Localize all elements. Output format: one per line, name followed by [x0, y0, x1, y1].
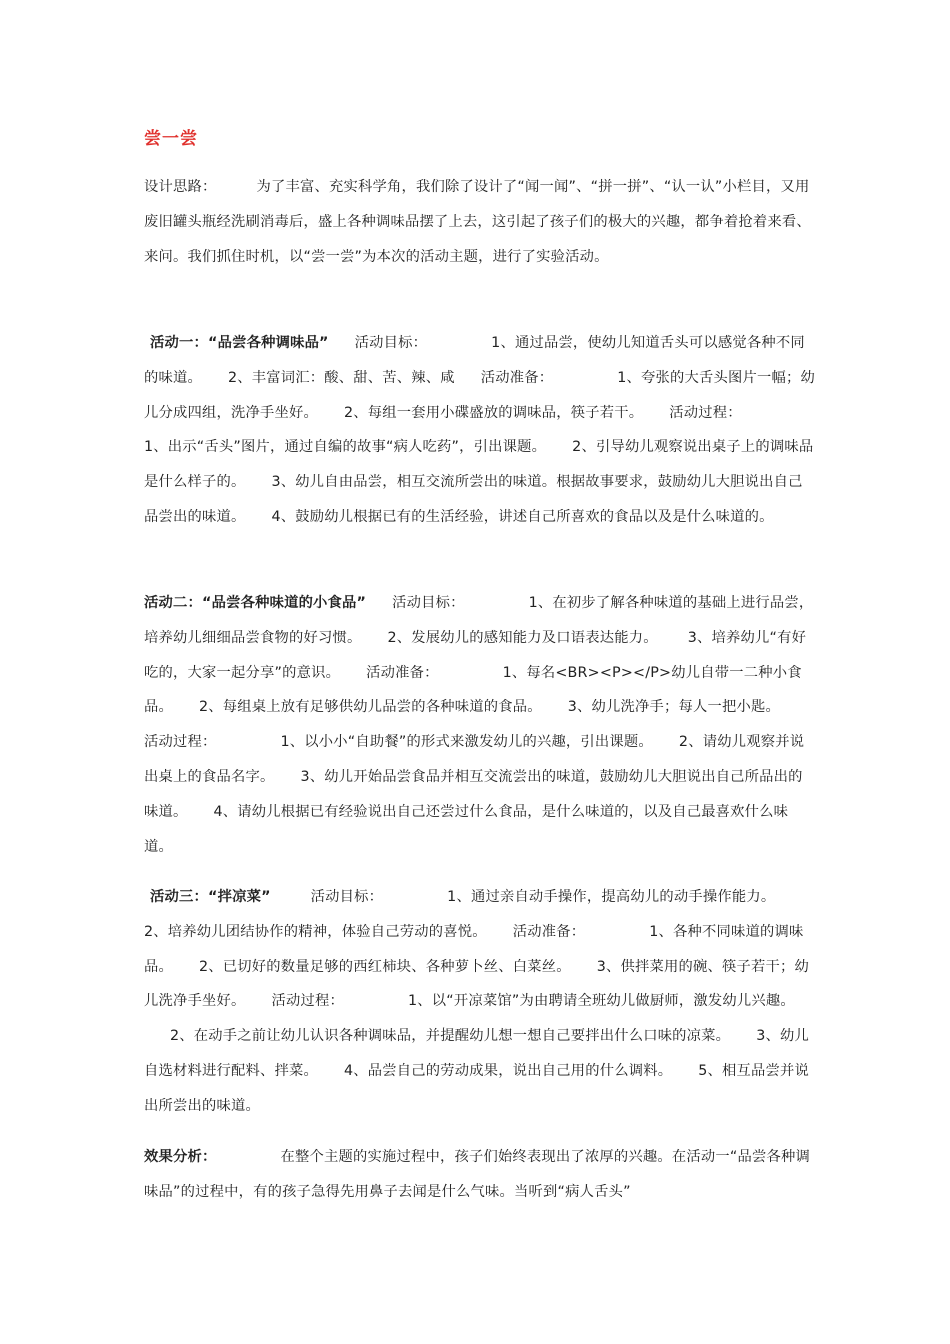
activity3-prep-3: 3、供拌菜用的碗、筷子若干；幼儿洗净手坐好。 — [144, 958, 809, 1010]
activity2-prep-label: 活动准备： — [366, 664, 439, 681]
document-title: 尝一尝 — [144, 129, 198, 149]
activity1-proc-label: 活动过程： — [669, 404, 742, 421]
activity2-prep-2: 2、每组桌上放有足够供幼儿品尝的各种味道的食品。 — [199, 699, 542, 716]
activity2-goal-2: 2、发展幼儿的感知能力及口语表达能力。 — [387, 629, 658, 646]
activity1-proc-4: 4、鼓励幼儿根据已有的生活经验，讲述自己所喜欢的食品以及是什么味道的。 — [271, 508, 774, 525]
activity1-proc-1: 1、出示“舌头”图片，通过自编的故事“病人吃药”，引出课题。 — [144, 439, 547, 456]
activity3-proc-1: 1、以“开凉菜馆”为由聘请全班幼儿做厨师，激发幼儿兴趣。 — [407, 993, 795, 1010]
activity3-prep-label: 活动准备： — [512, 923, 586, 940]
activity2-paragraph — [144, 586, 816, 864]
activity2-proc-2: 2、请幼儿观察并说出桌上的食品名字。 — [144, 734, 805, 785]
activity2-proc-3: 3、幼儿开始品尝食品并相互交流尝出的味道，鼓励幼儿大胆说出自己所品出的味道。 — [144, 768, 803, 820]
design-label: 设计思路： — [144, 179, 217, 195]
activity3-proc-3: 3、幼儿自选材料进行配料、拌菜。 — [144, 1028, 809, 1079]
activity3-heading: 活动三：“拌凉菜” — [150, 889, 271, 905]
activity3-goal-label: 活动目标： — [310, 889, 384, 905]
activity1-paragraph — [144, 326, 816, 535]
activity3-proc-5: 5、相互品尝并说出所尝出的味道。 — [144, 1062, 809, 1114]
activity2-goal-1: 1、在初步了解各种味道的基础上进行品尝，培养幼儿细细品尝食物的好习惯。 — [144, 595, 814, 646]
design-paragraph — [144, 170, 816, 274]
effect-paragraph — [144, 1140, 816, 1210]
activity2-goal-3: 3、培养幼儿“有好吃的，大家一起分享”的意识。 — [144, 629, 807, 681]
activity2-proc-4: 4、请幼儿根据已有经验说出自己还尝过什么食品，是什么味道的，以及自己最喜欢什么味道。 — [144, 803, 789, 855]
activity1-goal-2: 2、丰富词汇：酸、甜、苦、辣、咸 — [228, 369, 455, 386]
activity2-prep-3: 3、幼儿洗净手；每人一把小匙。 — [567, 699, 780, 716]
activity3-proc-2: 2、在动手之前让幼儿认识各种调味品，并提醒幼儿想一想自己要拌出什么口味的凉菜。 — [170, 1028, 731, 1045]
activity1-prep-2: 2、每组一套用小碟盛放的调味品，筷子若干。 — [343, 404, 644, 421]
activity1-prep-label: 活动准备： — [480, 369, 554, 386]
activity1-heading: 活动一：“品尝各种调味品” — [150, 335, 329, 351]
activity3-goal-2: 2、培养幼儿团结协作的精神，体验自己劳动的喜悦。 — [144, 923, 487, 940]
activity1-goal-label: 活动目标： — [354, 335, 428, 351]
activity3-paragraph — [144, 880, 816, 1124]
activity3-proc-4: 4、品尝自己的劳动成果，说出自己用的什么调料。 — [343, 1062, 673, 1079]
activity2-proc-label: 活动过程： — [144, 734, 217, 751]
activity2-goal-label: 活动目标： — [392, 595, 465, 611]
activity3-goal-1: 1、通过亲自动手操作，提高幼儿的动手操作能力。 — [447, 889, 776, 905]
activity2-prep-1: 1、每名<BR><P></P>幼儿自带一二种小食品。 — [144, 664, 802, 716]
activity1-prep-1: 1、夸张的大舌头图片一幅；幼儿分成四组，洗净手坐好。 — [144, 369, 815, 421]
effect-label: 效果分析： — [144, 1149, 217, 1165]
activity1-proc-3: 3、幼儿自由品尝，相互交流所尝出的味道。根据故事要求，鼓励幼儿大胆说出自己品尝出的味道。 — [144, 474, 803, 525]
activity2-heading: 活动二：“品尝各种味道的小食品” — [144, 595, 367, 611]
activity1-goal-1: 1、通过品尝，使幼儿知道舌头可以感觉各种不同的味道。 — [144, 335, 805, 386]
activity3-proc-label: 活动过程： — [271, 993, 344, 1010]
effect-text: 在整个主题的实施过程中，孩子们始终表现出了浓厚的兴趣。在活动一“品尝各种调味品”的过程中，有的孩子急得先用鼻子去闻是什么气味。当听到“病人舌头” — [144, 1149, 810, 1200]
design-text: 为了丰富、充实科学角，我们除了设计了“闻一闻”、“拼一拼”、“认一认”小栏目，又用废旧罐头瓶经洗刷消毒后，盛上各种调味品摆了上去，这引起了孩子们的极大的兴趣，都争着抢着来看、来问。我们抓住时机，以“尝一尝”为本次的活动主题，进行了实验活动。 — [144, 179, 811, 265]
activity1-proc-2: 2、引导幼儿观察说出桌子上的调味品是什么样子的。 — [144, 439, 814, 491]
activity2-proc-1: 1、以小小“自助餐”的形式来激发幼儿的兴趣，引出课题。 — [280, 734, 653, 751]
activity3-prep-1: 1、各种不同味道的调味品。 — [144, 923, 804, 975]
activity3-prep-2: 2、已切好的数量足够的西红柿块、各种萝卜丝、白菜丝。 — [199, 958, 571, 975]
